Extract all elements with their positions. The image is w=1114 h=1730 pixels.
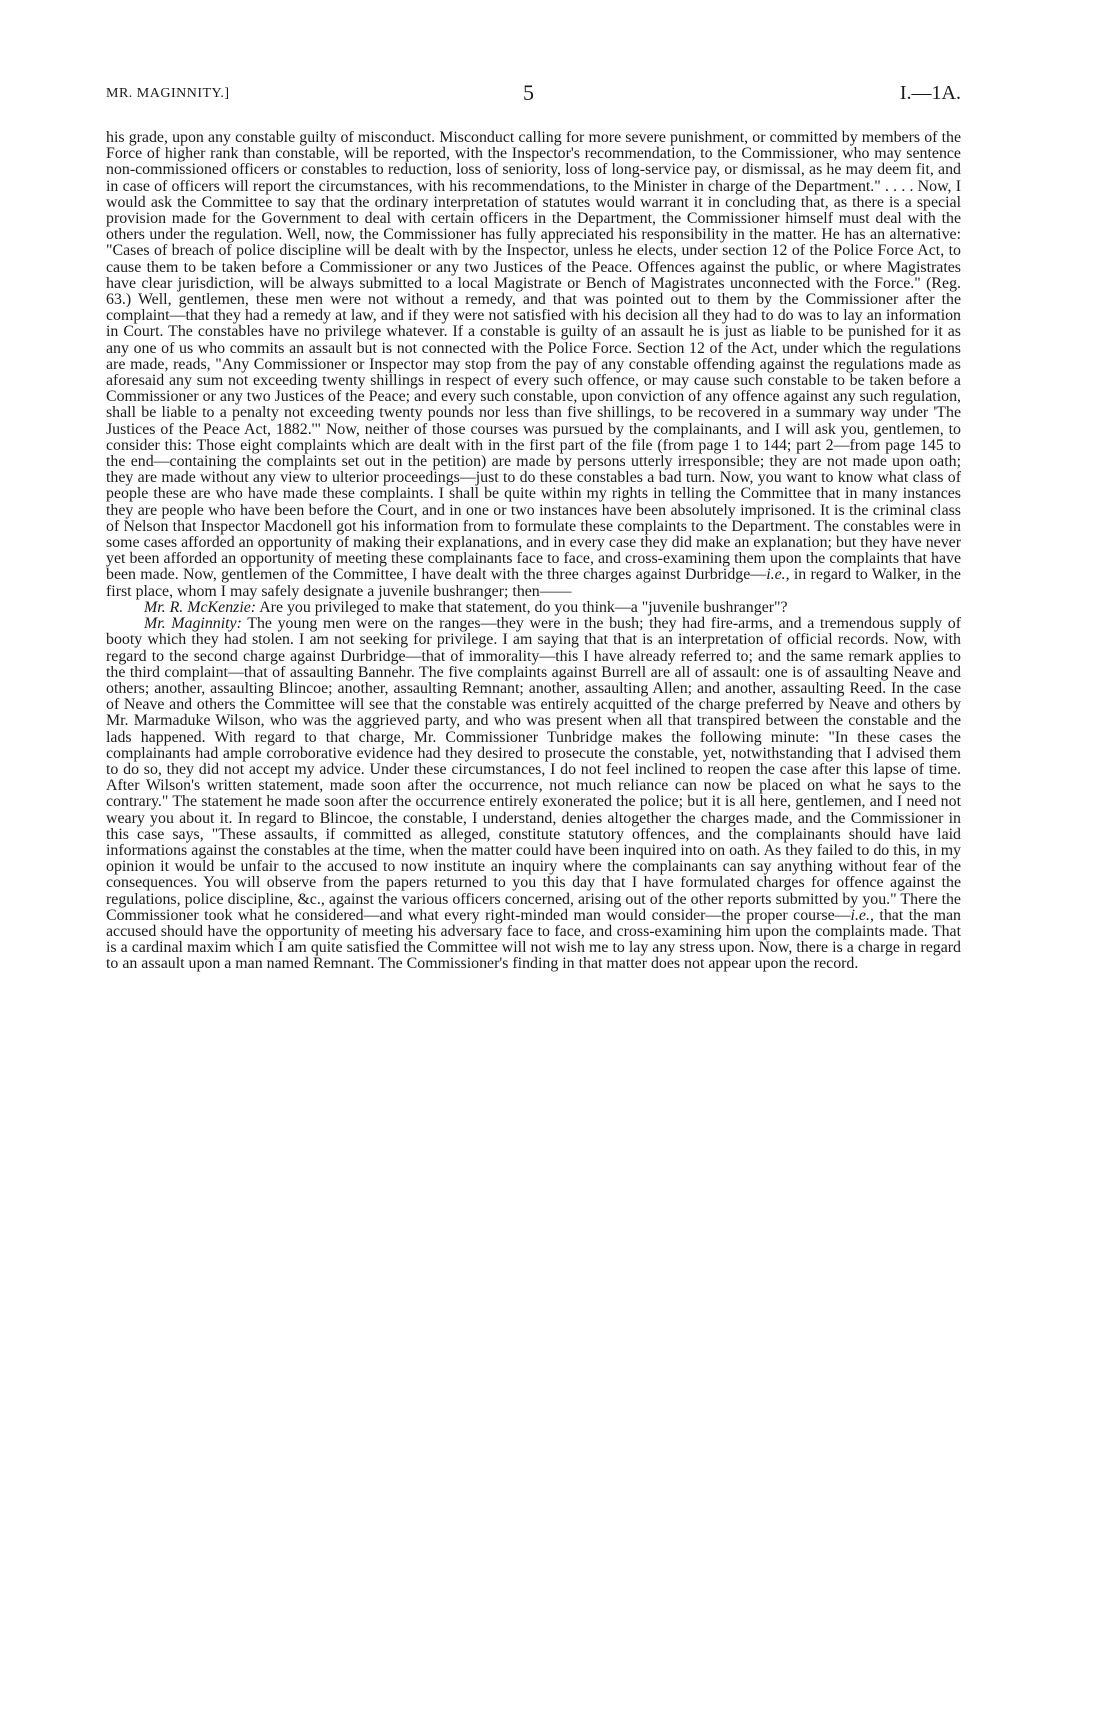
paragraph-1-continued: in regard to Walker, in the first place, whom I may safely designate a juvenile bushranger; then——	[106, 566, 961, 600]
body-text	[106, 130, 961, 973]
paragraph-1	[106, 130, 961, 600]
paragraph-1-italic: i.e.,	[766, 566, 790, 584]
header-speaker-name: MR. MAGINNITY.]	[106, 86, 230, 101]
paragraph-2-text: Are you privileged to make that statement, do you think—a "juvenile bushranger"?	[256, 598, 788, 616]
document-reference: I.—1A.	[899, 82, 961, 104]
paragraph-1-text: his grade, upon any constable guilty of misconduct. Misconduct calling for more severe punishment, or committed by members of the Force of higher rank than constable, will be reported, with the Inspector's recommendation, to the Commissioner, who may sentence non-commissioned officers or constables to reduction, loss of seniority, loss of long-service pay, or dismissal, as he may deem fit, and in case of officers will report the circumstances, with his recommendations, to the Minister in charge of the Department." . . . . Now, I would ask the Committee to say that the ordinary interpretation of statutes would warrant it in concluding that, as there is a special provision made for the Government to deal with certain officers in the Department, the Commissioner himself must deal with the others under the regulation. Well, now, the Commissioner has fully appreciated his responsibility in the matter. He has an alternative: "Cases of breach of police discipline will be dealt with by the Inspector, unless he elects, under section 12 of the Police Force Act, to cause them to be taken before a Commissioner or any two Justices of the Peace. Offences against the public, or where Magistrates have clear jurisdiction, will be always submitted to a local Magistrate or Bench of Magistrates unconnected with the Force." (Reg. 63.) Well, gentlemen, these men were not without a remedy, and that was pointed out to them by the Commissioner after the complaint—that they had a remedy at law, and if they were not satisfied with his decision all they had to do was to lay an information in Court. The constables have no privilege whatever. If a constable is guilty of an assault he is just as liable to be punished for it as any one of us who commits an assault but is not connected with the Police Force. Section 12 of the Act, under which the regulations are made, reads, "Any Commissioner or Inspector may stop from the pay of any constable offending against the regulations made as aforesaid any sum not exceeding twenty shillings in respect of every such offence, or may cause such constable to be taken before a Commissioner or any two Justices of the Peace; and every such constable, upon conviction of any offence against any such regulation, shall be liable to a penalty not exceeding twenty pounds nor less than five shillings, to be recovered in a summary way under 'The Justices of the Peace Act, 1882.'" Now, neither of those courses was pursued by the complainants, and I will ask you, gentlemen, to consider this: Those eight complaints which are dealt with in the first part of the file (from page 1 to 144; part 2—from page 145 to the end—containing the complaints set out in the petition) are made by persons utterly irresponsible; they are not made upon oath; they are made without any view to ulterior proceedings—just to do these constables a bad turn. Now, you want to know what class of people these are who have made these complaints. I shall be quite within my rights in telling the Committee that in many instances they are people who have been before the Court, and in one or two instances have been absolutely imprisoned. It is the criminal class of Nelson that Inspector Macdonell got his information from to formulate these complaints to the Department. The constables were in some cases afforded an opportunity of making their explanations, and in every case they did make an explanation; but they have never yet been afforded an opportunity of meeting these complainants face to face, and cross-examining them upon the complaints that have been made. Now, gentlemen of the Committee, I have dealt with the three charges against Durbridge—	[106, 129, 961, 584]
speaker-maginnity: Mr. Maginnity:	[144, 615, 242, 633]
paragraph-3	[106, 616, 961, 972]
paragraph-3-text: The young men were on the ranges—they were in the bush; they had fire-arms, and a tremendous supply of booty which they had stolen. I am not seeking for privilege. I am saying that that is an interpretation of official records. Now, with regard to the second charge against Durbridge—that of immorality—this I have already referred to; and the same remark applies to the third complaint—that of assaulting Bannehr. The five complaints against Burrell are all of assault: one is of assaulting Neave and others; another, assaulting Blincoe; another, assaulting Remnant; another, assaulting Allen; and another, assaulting Reed. In the case of Neave and others the Committee will see that the constable was entirely acquitted of the charge preferred by Neave and others by Mr. Marmaduke Wilson, who was the aggrieved party, and who was present when all that transpired between the constable and the lads happened. With regard to that charge, Mr. Commissioner Tunbridge makes the following minute: "In these cases the complainants had ample corroborative evidence had they desired to prosecute the constable, yet, notwithstanding that I advised them to do so, they did not accept my advice. Under these circumstances, I do not feel inclined to reopen the case after this lapse of time. After Wilson's written statement, made soon after the occurrence, not much reliance can now be placed on what he says to the contrary." The statement he made soon after the occurrence entirely exonerated the police; but it is all here, gentlemen, and I need not weary you about it. In regard to Blincoe, the constable, I understand, denies altogether the charges made, and the Commissioner in this case says, "These assaults, if committed as alleged, constitute statutory offences, and the complainants should have laid informations against the constables at the time, when the matter could have been inquired into on oath. As they failed to do this, in my opinion it would be unfair to the accused to now institute an inquiry where the complainants can say anything without fear of the consequences. You will observe from the papers returned to you this day that I have formulated charges for offence against the regulations, police discipline, &c., against the various officers concerned, arising out of the other reports submitted by you." There the Commissioner took what he considered—and what every right-minded man would consider—the proper course—	[106, 615, 961, 924]
paragraph-2	[106, 600, 961, 616]
speaker-mckenzie: Mr. R. McKenzie:	[144, 598, 257, 616]
page-header	[106, 80, 961, 106]
paragraph-3-continued: that the man accused should have the opportunity of meeting his adversary face to face, and cross-examining him upon the complaints made. That is a cardinal maxim which I am quite satisfied the Committee will not wish me to lay any stress upon. Now, there is a charge in regard to an assault upon a man named Remnant. The Commissioner's finding in that matter does not appear upon the record.	[106, 906, 961, 973]
paragraph-3-italic: i.e.,	[850, 906, 874, 924]
page-number: 5	[523, 80, 534, 105]
